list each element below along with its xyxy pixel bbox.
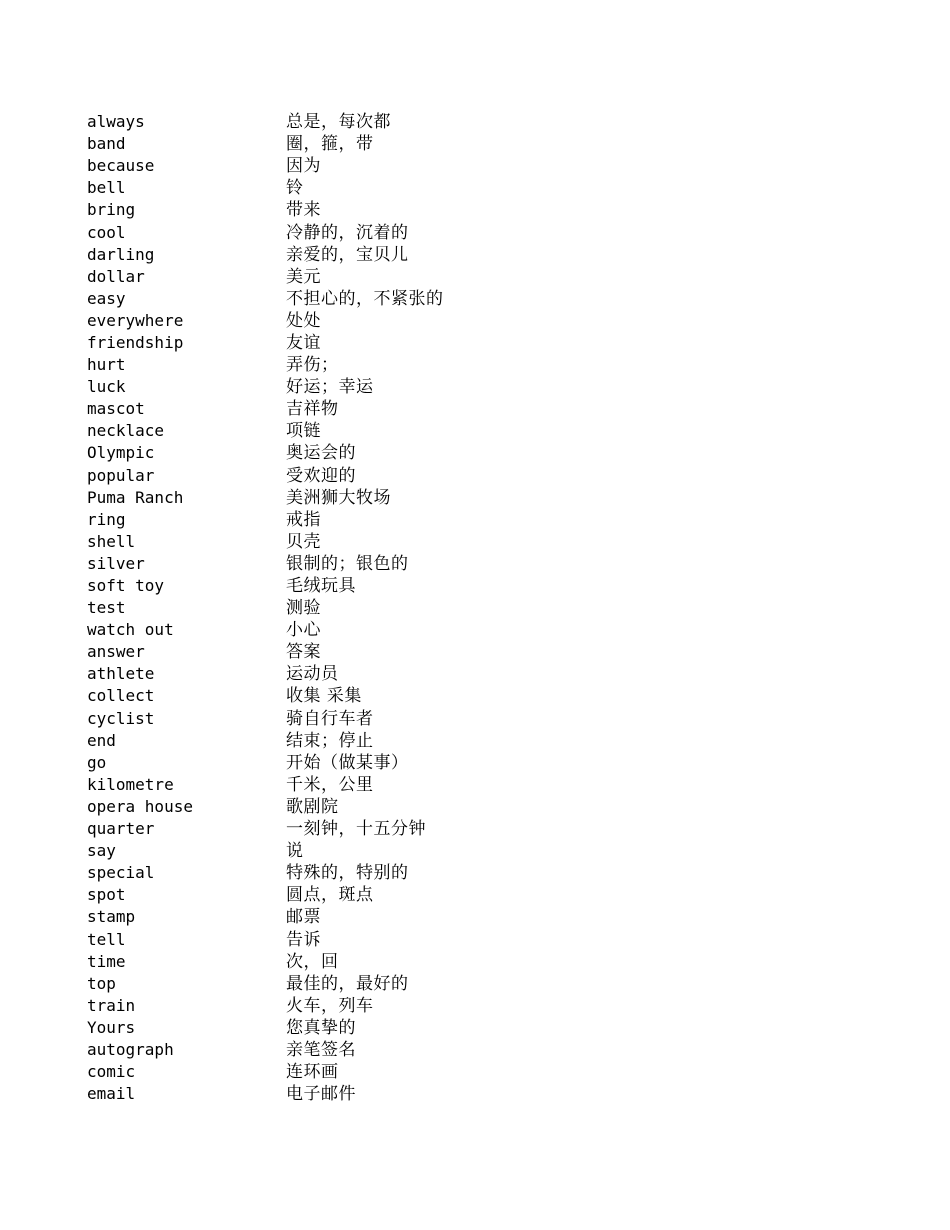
vocab-english-word: bell	[87, 178, 126, 198]
vocab-english-word: band	[87, 134, 126, 154]
vocab-english-word: special	[87, 863, 155, 883]
vocab-row	[87, 730, 607, 752]
vocab-english-word: because	[87, 156, 155, 176]
vocab-english-word: top	[87, 973, 116, 993]
vocab-chinese-meaning: 弄伤；	[286, 355, 339, 376]
vocab-chinese-meaning: 说	[286, 841, 304, 862]
vocab-chinese-meaning: 冷静的，沉着的	[286, 222, 409, 243]
vocab-english-word: friendship	[87, 332, 184, 352]
vocab-chinese-meaning: 最佳的，最好的	[286, 973, 409, 994]
vocab-chinese-meaning: 骑自行车者	[286, 708, 374, 729]
vocab-chinese-meaning: 告诉	[286, 929, 321, 950]
vocab-english-word: cool	[87, 222, 126, 242]
vocab-row	[87, 354, 607, 376]
vocab-row	[87, 376, 607, 398]
vocab-english-word: ring	[87, 509, 126, 529]
vocab-row	[87, 685, 607, 707]
vocab-english-word: comic	[87, 1062, 136, 1082]
vocab-english-word: shell	[87, 531, 136, 551]
vocab-row	[87, 619, 607, 641]
vocab-chinese-meaning: 毛绒玩具	[286, 576, 356, 597]
vocab-chinese-meaning: 小心	[286, 620, 321, 641]
vocab-row	[87, 995, 607, 1017]
vocab-chinese-meaning: 火车，列车	[286, 995, 374, 1016]
vocab-row	[87, 199, 607, 221]
vocab-english-word: opera house	[87, 796, 193, 816]
vocab-row	[87, 553, 607, 575]
vocab-row	[87, 1083, 607, 1105]
vocab-english-word: test	[87, 598, 126, 618]
vocab-chinese-meaning: 开始（做某事）	[286, 752, 409, 773]
vocab-row	[87, 840, 607, 862]
vocab-row	[87, 1039, 607, 1061]
vocab-chinese-meaning: 奥运会的	[286, 443, 356, 464]
vocabulary-list	[87, 111, 607, 1105]
vocab-row	[87, 332, 607, 354]
vocab-chinese-meaning: 结束；停止	[286, 730, 374, 751]
vocab-english-word: Olympic	[87, 443, 155, 463]
vocab-english-word: tell	[87, 929, 126, 949]
vocab-chinese-meaning: 测验	[286, 598, 321, 619]
vocab-row	[87, 465, 607, 487]
vocab-english-word: say	[87, 841, 116, 861]
vocab-english-word: everywhere	[87, 310, 184, 330]
vocab-row	[87, 531, 607, 553]
vocab-row	[87, 398, 607, 420]
vocab-chinese-meaning: 戒指	[286, 509, 321, 530]
vocab-english-word: go	[87, 752, 107, 772]
vocab-row	[87, 1017, 607, 1039]
vocab-english-word: bring	[87, 200, 136, 220]
vocab-english-word: hurt	[87, 355, 126, 375]
vocab-chinese-meaning: 圈，箍，带	[286, 134, 374, 155]
vocab-row	[87, 420, 607, 442]
vocab-row	[87, 111, 607, 133]
vocab-chinese-meaning: 受欢迎的	[286, 465, 356, 486]
vocab-chinese-meaning: 铃	[286, 178, 304, 199]
vocab-row	[87, 155, 607, 177]
vocab-row	[87, 752, 607, 774]
vocab-chinese-meaning: 项链	[286, 421, 321, 442]
vocab-english-word: email	[87, 1084, 136, 1104]
vocab-row	[87, 244, 607, 266]
vocab-english-word: darling	[87, 244, 155, 264]
vocab-row	[87, 575, 607, 597]
vocab-chinese-meaning: 邮票	[286, 907, 321, 928]
vocab-chinese-meaning: 次，回	[286, 951, 339, 972]
vocab-english-word: cyclist	[87, 708, 155, 728]
vocab-row	[87, 663, 607, 685]
vocab-row	[87, 509, 607, 531]
vocab-english-word: stamp	[87, 907, 136, 927]
vocab-chinese-meaning: 特殊的，特别的	[286, 863, 409, 884]
vocab-row	[87, 442, 607, 464]
vocab-chinese-meaning: 收集 采集	[286, 686, 362, 707]
vocab-english-word: silver	[87, 553, 145, 573]
vocab-row	[87, 133, 607, 155]
vocab-row	[87, 708, 607, 730]
vocab-english-word: necklace	[87, 421, 165, 441]
vocab-row	[87, 221, 607, 243]
vocab-chinese-meaning: 连环画	[286, 1062, 339, 1083]
vocab-english-word: popular	[87, 465, 155, 485]
vocab-row	[87, 1061, 607, 1083]
vocab-english-word: Yours	[87, 1017, 136, 1037]
vocab-english-word: answer	[87, 642, 145, 662]
vocab-chinese-meaning: 圆点，斑点	[286, 885, 374, 906]
vocab-chinese-meaning: 吉祥物	[286, 399, 339, 420]
vocab-english-word: end	[87, 730, 116, 750]
vocab-row	[87, 906, 607, 928]
vocab-chinese-meaning: 贝壳	[286, 531, 321, 552]
vocab-english-word: dollar	[87, 266, 145, 286]
vocab-row	[87, 951, 607, 973]
vocab-chinese-meaning: 不担心的，不紧张的	[286, 288, 444, 309]
vocab-english-word: spot	[87, 885, 126, 905]
vocab-english-word: collect	[87, 686, 155, 706]
vocab-chinese-meaning: 美元	[286, 266, 321, 287]
vocab-english-word: always	[87, 112, 145, 132]
vocab-row	[87, 597, 607, 619]
vocab-chinese-meaning: 带来	[286, 200, 321, 221]
vocab-row	[87, 928, 607, 950]
vocab-chinese-meaning: 歌剧院	[286, 796, 339, 817]
vocab-row	[87, 487, 607, 509]
vocab-english-word: watch out	[87, 620, 174, 640]
vocab-chinese-meaning: 一刻钟，十五分钟	[286, 819, 426, 840]
vocab-chinese-meaning: 总是，每次都	[286, 112, 391, 133]
vocab-row	[87, 818, 607, 840]
vocab-chinese-meaning: 答案	[286, 642, 321, 663]
vocab-chinese-meaning: 亲爱的，宝贝儿	[286, 244, 409, 265]
vocab-english-word: soft toy	[87, 576, 165, 596]
vocab-english-word: time	[87, 951, 126, 971]
vocab-chinese-meaning: 您真挚的	[286, 1017, 356, 1038]
vocab-english-word: quarter	[87, 819, 155, 839]
vocab-chinese-meaning: 电子邮件	[286, 1084, 356, 1105]
vocab-english-word: athlete	[87, 664, 155, 684]
vocab-english-word: easy	[87, 288, 126, 308]
vocab-chinese-meaning: 千米，公里	[286, 774, 374, 795]
vocab-english-word: luck	[87, 377, 126, 397]
vocab-row	[87, 177, 607, 199]
vocab-row	[87, 310, 607, 332]
vocab-row	[87, 973, 607, 995]
vocab-english-word: kilometre	[87, 774, 174, 794]
vocab-chinese-meaning: 友谊	[286, 332, 321, 353]
vocab-row	[87, 796, 607, 818]
vocab-chinese-meaning: 亲笔签名	[286, 1039, 356, 1060]
vocab-english-word: train	[87, 995, 136, 1015]
vocab-chinese-meaning: 银制的；银色的	[286, 553, 409, 574]
vocab-chinese-meaning: 处处	[286, 310, 321, 331]
vocab-chinese-meaning: 因为	[286, 156, 321, 177]
vocab-english-word: mascot	[87, 399, 145, 419]
vocab-row	[87, 266, 607, 288]
vocab-row	[87, 641, 607, 663]
vocab-chinese-meaning: 美洲狮大牧场	[286, 487, 391, 508]
vocab-row	[87, 288, 607, 310]
vocab-row	[87, 774, 607, 796]
vocab-english-word: autograph	[87, 1039, 174, 1059]
vocab-chinese-meaning: 运动员	[286, 664, 339, 685]
vocab-chinese-meaning: 好运；幸运	[286, 377, 374, 398]
vocab-english-word: Puma Ranch	[87, 487, 184, 507]
vocab-row	[87, 862, 607, 884]
vocab-row	[87, 884, 607, 906]
